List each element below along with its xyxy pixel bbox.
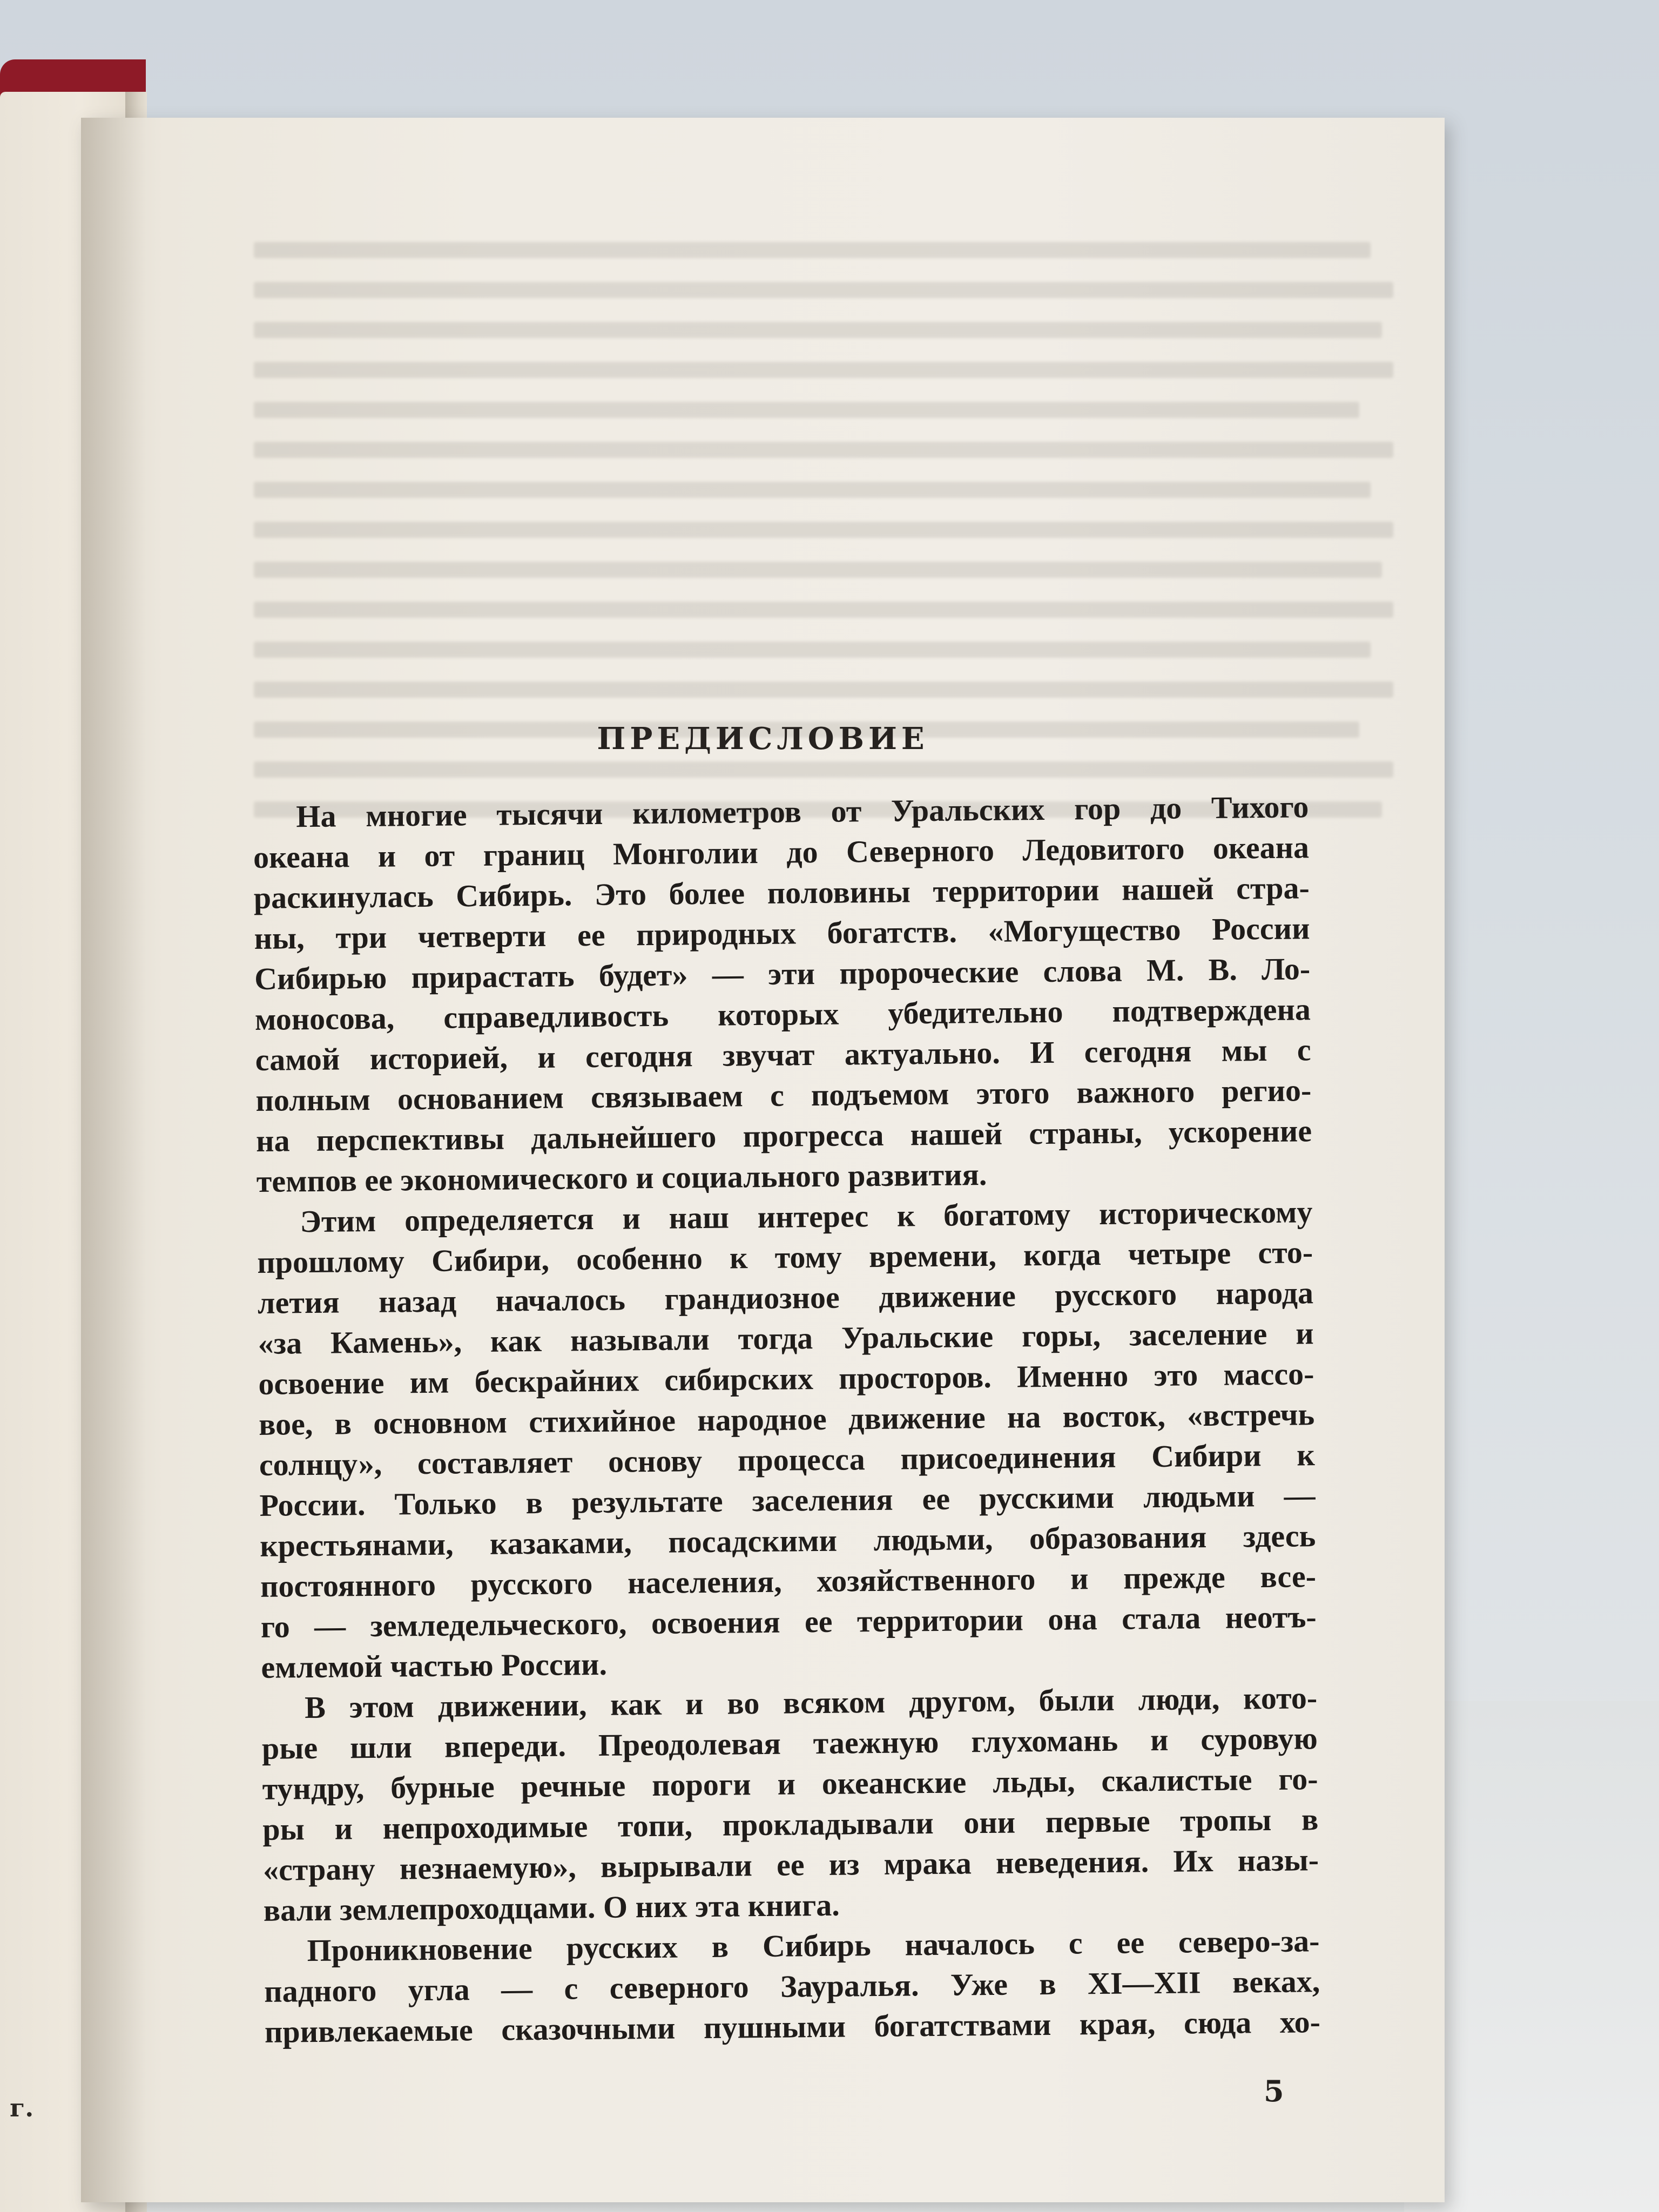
text-line: океана и от границ Монголии до Северного Ледовитого океана	[253, 830, 1310, 875]
text-line: «за Камень», как называли тогда Уральские горы, заселение и	[258, 1316, 1314, 1361]
page-title: ПРЕДИСЛОВИЕ	[597, 721, 929, 757]
show-through-text	[254, 242, 1393, 863]
text-line: Проникновение русских в Сибирь началось с ее северо-за-	[307, 1923, 1320, 1968]
text-line: солнцу», составляет основу процесса присоединения Сибири к	[259, 1437, 1316, 1482]
text-line: моносова, справедливость которых убедительно подтверждена	[254, 992, 1311, 1037]
page-shadow	[81, 118, 146, 2202]
text-line: го — земледельческого, освоения ее территории она стала неотъ-	[260, 1599, 1317, 1644]
text-line: прошлому Сибири, особенно к тому времени, когда четыре сто-	[257, 1235, 1313, 1280]
text-line: раскинулась Сибирь. Это более половины территории нашей стра-	[253, 870, 1310, 915]
text-line: емлемой частью России.	[261, 1646, 608, 1685]
text-line: освоение им бескрайних сибирских просторов. Именно это массо-	[258, 1356, 1314, 1401]
text-line: ны, три четверти ее природных богатств. «Могущество России	[254, 911, 1310, 956]
text-line: падного угла — с северного Зауралья. Уже в XI—XII веках,	[264, 1964, 1320, 2009]
text-line: России. Только в результате заселения ее русскими людьми —	[259, 1478, 1316, 1523]
text-line: Этим определяется и наш интерес к богатому историческому	[300, 1194, 1313, 1239]
text-line: ры и непроходимые топи, прокладывали они первые тропы в	[262, 1802, 1319, 1847]
text-line: на перспективы дальнейшего прогресса нашей страны, ускорение	[255, 1113, 1312, 1158]
text-line: рые шли впереди. Преодолевая таежную глухомань и суровую	[261, 1721, 1318, 1766]
text-line: постоянного русского населения, хозяйственного и прежде все-	[260, 1559, 1317, 1604]
text-line: самой историей, и сегодня звучат актуально. И сегодня мы с	[255, 1032, 1311, 1077]
text-line: В этом движении, как и во всяком другом, были люди, кото-	[304, 1680, 1318, 1725]
text-line: летия назад началось грандиозное движение русского народа	[257, 1275, 1314, 1320]
text-line: привлекаемые сказочными пушными богатствами края, сюда хо-	[264, 2004, 1321, 2049]
text-line: вали землепроходцами. О них эта книга.	[263, 1887, 840, 1928]
text-line: тундру, бурные речные пороги и океанские льды, скалистые го-	[262, 1761, 1318, 1806]
text-line: Сибирью прирастать будет» — эти пророческие слова М. В. Ло-	[254, 951, 1311, 996]
text-line: На многие тысячи километров от Уральских гор до Тихого	[296, 789, 1309, 834]
text-line: «страну незнаемую», вырывали ее из мрака неведения. Их назы-	[262, 1842, 1319, 1887]
text-line: темпов ее экономического и социального развития.	[256, 1156, 987, 1199]
page-number: 5	[1264, 2074, 1284, 2108]
body-text	[253, 786, 1320, 2052]
text-line: крестьянами, казаками, посадскими людьми, образования здесь	[260, 1518, 1316, 1563]
text-line: вое, в основном стихийное народное движение на восток, «встречь	[258, 1397, 1315, 1442]
text-line: полным основанием связываем с подъемом этого важного регио-	[255, 1073, 1312, 1118]
left-page-fragment: г.	[10, 2093, 34, 2122]
